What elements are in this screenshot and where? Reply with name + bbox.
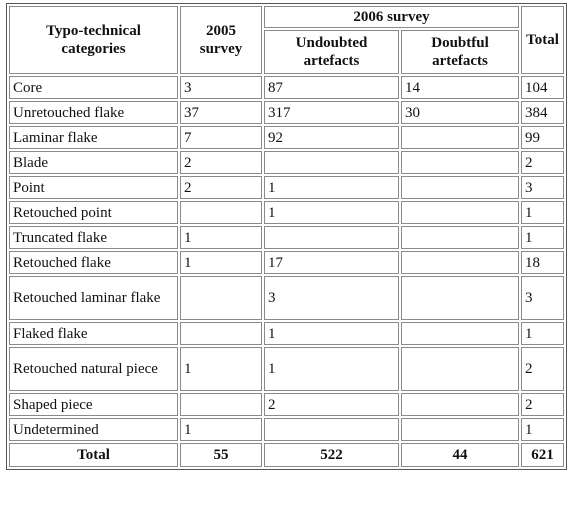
totals-doubtful: 44 — [401, 443, 519, 467]
row-2005-value: 37 — [180, 101, 262, 124]
row-2005-value: 1 — [180, 251, 262, 274]
table-row — [9, 347, 564, 391]
row-undoubted-value: 2 — [264, 393, 399, 416]
artefact-table — [6, 3, 567, 470]
row-undoubted-value: 1 — [264, 322, 399, 345]
row-doubtful-value — [401, 418, 519, 441]
row-2005-value: 1 — [180, 418, 262, 441]
row-2005-value — [180, 276, 262, 320]
table-container — [6, 3, 567, 470]
row-category: Undetermined — [9, 418, 178, 441]
header-2005-survey: 2005 survey — [180, 6, 262, 74]
totals-2005: 55 — [180, 443, 262, 467]
row-category: Retouched point — [9, 201, 178, 224]
row-doubtful-value: 30 — [401, 101, 519, 124]
row-doubtful-value: 14 — [401, 76, 519, 99]
table-row — [9, 126, 564, 149]
row-total-value: 1 — [521, 201, 564, 224]
row-category: Core — [9, 76, 178, 99]
table-row — [9, 418, 564, 441]
row-doubtful-value — [401, 393, 519, 416]
table-row — [9, 251, 564, 274]
row-2005-value: 3 — [180, 76, 262, 99]
table-row — [9, 101, 564, 124]
row-total-value: 384 — [521, 101, 564, 124]
row-undoubted-value — [264, 226, 399, 249]
row-category: Shaped piece — [9, 393, 178, 416]
row-total-value: 3 — [521, 176, 564, 199]
row-2005-value — [180, 322, 262, 345]
row-undoubted-value: 17 — [264, 251, 399, 274]
row-2005-value: 7 — [180, 126, 262, 149]
row-2005-value — [180, 201, 262, 224]
header-2006-survey: 2006 survey — [264, 6, 519, 28]
row-doubtful-value — [401, 226, 519, 249]
row-category: Retouched natural piece — [9, 347, 178, 391]
row-category: Truncated flake — [9, 226, 178, 249]
row-category: Retouched laminar flake — [9, 276, 178, 320]
row-total-value: 18 — [521, 251, 564, 274]
row-undoubted-value — [264, 151, 399, 174]
table-row — [9, 151, 564, 174]
row-total-value: 2 — [521, 393, 564, 416]
row-total-value: 1 — [521, 322, 564, 345]
row-2005-value: 1 — [180, 226, 262, 249]
header-doubtful-artefacts: Doubtful artefacts — [401, 30, 519, 74]
row-category: Point — [9, 176, 178, 199]
table-row — [9, 393, 564, 416]
row-total-value: 3 — [521, 276, 564, 320]
row-doubtful-value — [401, 347, 519, 391]
row-undoubted-value: 317 — [264, 101, 399, 124]
table-row — [9, 226, 564, 249]
row-undoubted-value: 1 — [264, 347, 399, 391]
row-category: Blade — [9, 151, 178, 174]
row-undoubted-value — [264, 418, 399, 441]
row-total-value: 1 — [521, 418, 564, 441]
table-row — [9, 76, 564, 99]
row-doubtful-value — [401, 201, 519, 224]
totals-undoubted: 522 — [264, 443, 399, 467]
row-2005-value — [180, 393, 262, 416]
row-total-value: 2 — [521, 151, 564, 174]
table-body — [9, 76, 564, 441]
row-doubtful-value — [401, 251, 519, 274]
header-total: Total — [521, 6, 564, 74]
row-doubtful-value — [401, 176, 519, 199]
row-undoubted-value: 3 — [264, 276, 399, 320]
row-total-value: 1 — [521, 226, 564, 249]
row-category: Laminar flake — [9, 126, 178, 149]
row-doubtful-value — [401, 126, 519, 149]
row-2005-value: 2 — [180, 176, 262, 199]
table-row — [9, 276, 564, 320]
header-undoubted-artefacts: Undoubted artefacts — [264, 30, 399, 74]
row-category: Unretouched flake — [9, 101, 178, 124]
row-undoubted-value: 1 — [264, 176, 399, 199]
totals-row — [9, 443, 564, 467]
row-2005-value: 2 — [180, 151, 262, 174]
row-undoubted-value: 92 — [264, 126, 399, 149]
row-total-value: 2 — [521, 347, 564, 391]
table-row — [9, 201, 564, 224]
table-row — [9, 176, 564, 199]
header-category: Typo-technical categories — [9, 6, 178, 74]
totals-total: 621 — [521, 443, 564, 467]
row-2005-value: 1 — [180, 347, 262, 391]
totals-label: Total — [9, 443, 178, 467]
table-row — [9, 322, 564, 345]
row-total-value: 99 — [521, 126, 564, 149]
row-total-value: 104 — [521, 76, 564, 99]
row-undoubted-value: 87 — [264, 76, 399, 99]
row-category: Flaked flake — [9, 322, 178, 345]
row-doubtful-value — [401, 322, 519, 345]
row-doubtful-value — [401, 151, 519, 174]
row-category: Retouched flake — [9, 251, 178, 274]
row-undoubted-value: 1 — [264, 201, 399, 224]
row-doubtful-value — [401, 276, 519, 320]
